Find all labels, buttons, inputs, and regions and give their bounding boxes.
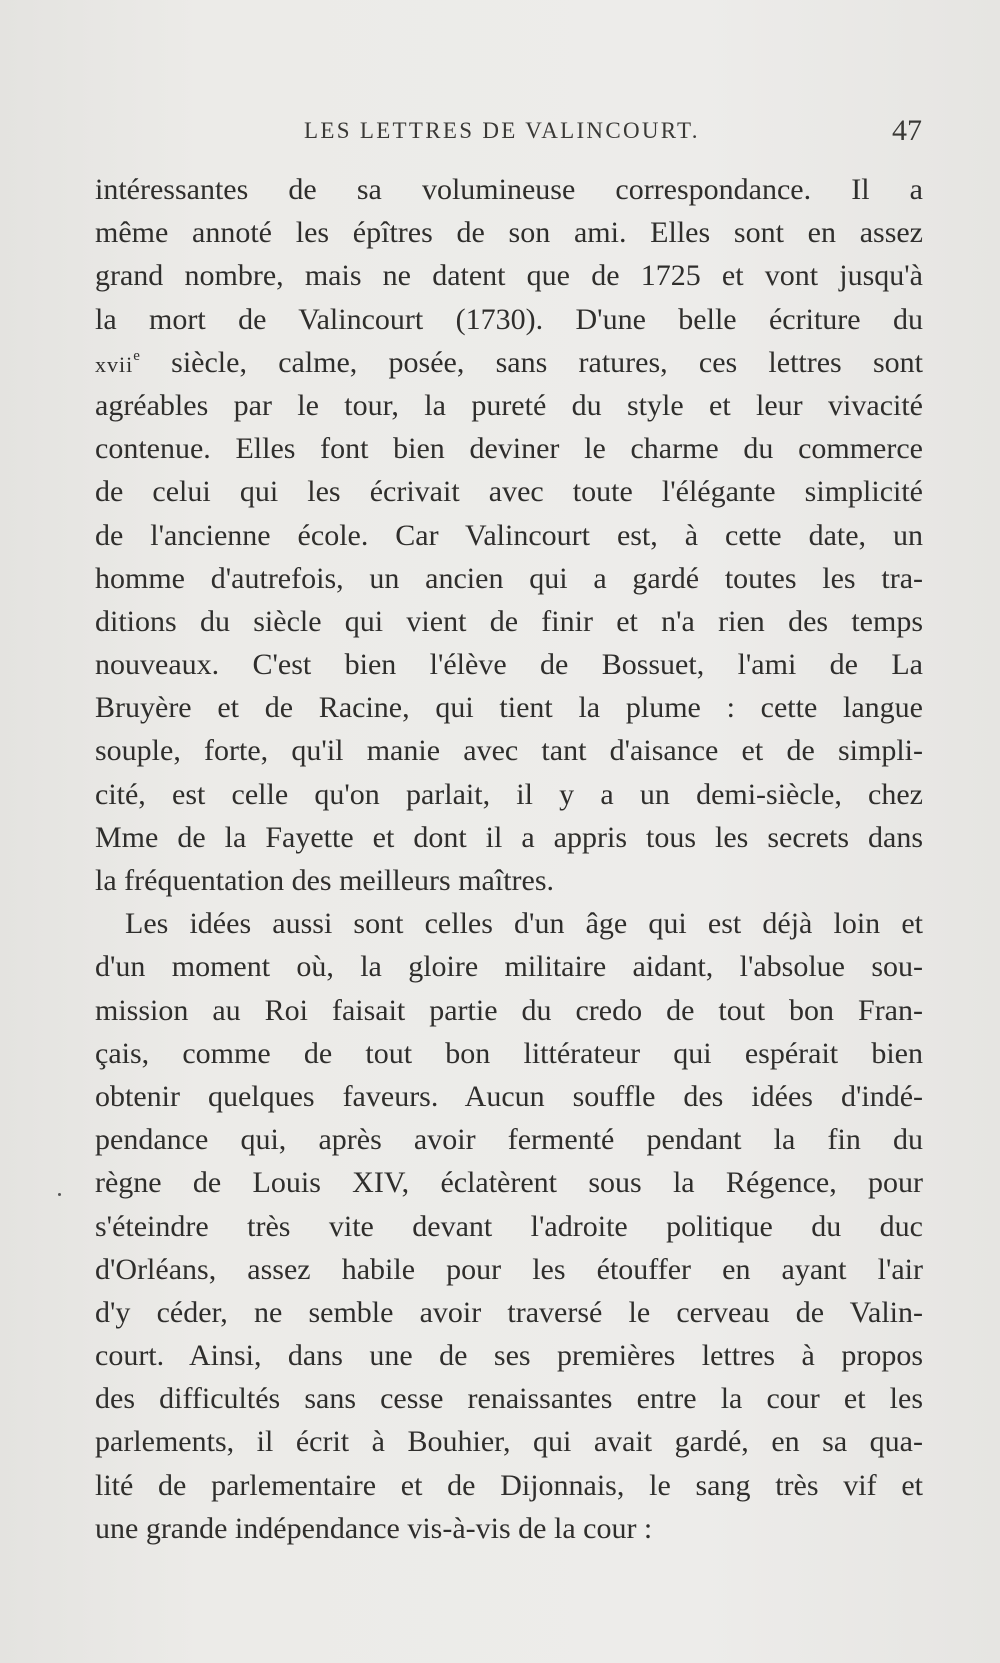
text-line: règne de Louis XIV, éclatèrent sous la Régence, pour	[95, 1166, 923, 1200]
text-line: nouveaux. C'est bien l'élève de Bossuet, l'ami de La	[95, 648, 923, 682]
running-head	[96, 112, 922, 152]
paragraph-end-line: une grande indépendance vis-à-vis de la cour :	[95, 1511, 653, 1545]
text-line: même annoté les épîtres de son ami. Elles sont en assez	[95, 216, 923, 250]
text-line: mission au Roi faisait partie du credo de tout bon Fran-	[95, 993, 923, 1027]
text-line: obtenir quelques faveurs. Aucun souffle des idées d'indé-	[95, 1079, 923, 1113]
page-number: 47	[892, 114, 922, 147]
line-continuation: siècle, calme, posée, sans ratures, ces lettres sont	[139, 345, 923, 379]
text-line: intéressantes de sa volumineuse correspondance. Il a	[95, 173, 923, 206]
text-line: la mort de Valincourt (1730). D'une belle écriture du	[95, 302, 923, 336]
text-line: court. Ainsi, dans une de ses premières lettres à propos	[95, 1339, 923, 1373]
text-line: d'y céder, ne semble avoir traversé le cerveau de Valin-	[95, 1295, 923, 1329]
text-line: d'un moment où, la gloire militaire aidant, l'absolue sou-	[95, 950, 923, 984]
text-line: cité, est celle qu'on parlait, il y a un demi-siècle, chez	[95, 777, 923, 811]
text-line: Mme de la Fayette et dont il a appris tous les secrets dans	[95, 820, 923, 854]
running-title: LES LETTRES DE VALINCOURT.	[304, 118, 700, 143]
ordinal-superscript: e	[133, 347, 140, 364]
text-line: lité de parlementaire et de Dijonnais, le sang très vif et	[95, 1468, 923, 1502]
century-numeral: xvii	[95, 351, 134, 377]
text-line: de celui qui les écrivait avec toute l'élégante simplicité	[95, 475, 923, 509]
text-line: souple, forte, qu'il manie avec tant d'aisance et de simpli-	[95, 734, 923, 768]
text-line	[95, 341, 923, 384]
text-line: de l'ancienne école. Car Valincourt est, à cette date, un	[95, 518, 923, 552]
paper-speck	[58, 1193, 61, 1196]
text-line: des difficultés sans cesse renaissantes entre la cour et les	[95, 1382, 923, 1416]
text-line: pendance qui, après avoir fermenté pendant la fin du	[95, 1123, 923, 1157]
text-line: d'Orléans, assez habile pour les étouffer en ayant l'air	[95, 1252, 923, 1286]
paragraph-end-line: la fréquentation des meilleurs maîtres.	[95, 864, 555, 897]
text-line: homme d'autrefois, un ancien qui a gardé toutes les tra-	[95, 561, 923, 595]
text-line: contenue. Elles font bien deviner le charme du commerce	[95, 432, 923, 466]
text-line: s'éteindre très vite devant l'adroite politique du duc	[95, 1209, 923, 1243]
text-line: çais, comme de tout bon littérateur qui espérait bien	[95, 1036, 923, 1070]
text-line: agréables par le tour, la pureté du style et leur vivacité	[95, 388, 923, 422]
text-line: ditions du siècle qui vient de finir et n'a rien des temps	[95, 604, 923, 638]
text-line: parlements, il écrit à Bouhier, qui avait gardé, en sa qua-	[95, 1425, 923, 1459]
text-line: grand nombre, mais ne datent que de 1725 et vont jusqu'à	[95, 259, 923, 293]
text-line: Bruyère et de Racine, qui tient la plume : cette langue	[95, 691, 923, 725]
paragraph-start-line: Les idées aussi sont celles d'un âge qui est déjà loin et	[125, 907, 923, 941]
body-text	[95, 168, 923, 1550]
